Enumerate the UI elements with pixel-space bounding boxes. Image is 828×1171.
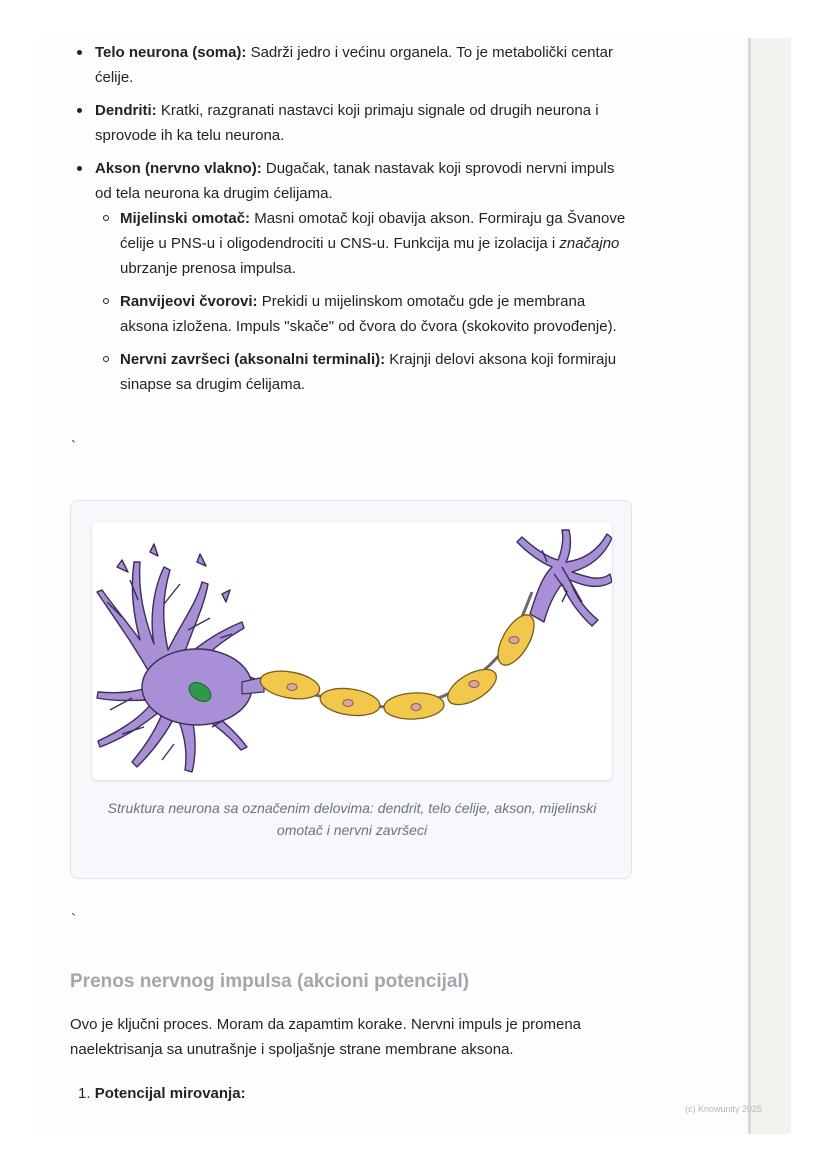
sub-list-item-text: Krajnji delovi aksona koji formiraju sinapse sa drugim ćelijama.	[120, 351, 617, 393]
neuron-parts-list	[70, 40, 634, 397]
schwann-nucleus	[343, 700, 353, 707]
sub-list-item-term: Ranvijeovi čvorovi:	[120, 293, 258, 310]
neuron-figure	[70, 500, 632, 879]
list-item-term: Akson (nervno vlakno):	[95, 160, 262, 177]
list-item	[70, 40, 634, 90]
content-area	[70, 38, 634, 405]
schwann-nucleus	[411, 704, 421, 711]
axon-terminals-group	[517, 530, 612, 626]
neuron-illustration	[92, 522, 612, 780]
sub-list-item	[95, 206, 634, 281]
schwann-nucleus	[287, 684, 297, 691]
list-item-term: Telo neurona (soma):	[95, 44, 247, 61]
section-paragraph: Ovo je ključni proces. Moram da zapamtim korake. Nervni impuls je promena naelektrisanja sa unutrašnje i spoljašnje strane membrane aksona.	[70, 1016, 582, 1058]
ordered-list-number: 1.	[78, 1085, 91, 1102]
axon-parts-list	[95, 206, 634, 397]
watermark-text: (c) Knowunity 2025	[685, 1104, 763, 1114]
sub-list-item-text: Masni omotač koji obavija akson. Formiraju ga Švanove ćelije u PNS-u i oligodendrociti u CNS-u. Funkcija mu je izolacija i	[120, 210, 626, 252]
document-page	[38, 38, 748, 1134]
myelin-sheath-group	[258, 609, 541, 720]
sub-list-item-text: Prekidi u mijelinskom omotaču gde je membrana aksona izložena. Impuls "skače" od čvora do čvora (skokovito provođenje).	[120, 293, 617, 335]
schwann-nucleus	[509, 637, 519, 644]
schwann-nucleus	[469, 681, 479, 688]
sub-list-item-term: Mijelinski omotač:	[120, 210, 251, 227]
list-item-text: Dugačak, tanak nastavak koji sprovodi nervni impuls od tela neurona ka drugim ćelijama.	[95, 160, 615, 202]
list-item-term: Dendriti:	[95, 102, 157, 119]
backtick-mark: `	[71, 438, 76, 455]
list-item-text: Sadrži jedro i većinu organela. To je metabolički centar ćelije.	[95, 44, 613, 86]
sub-list-item-text: ubrzanje prenosa impulsa.	[120, 260, 296, 277]
ordered-list-item	[78, 1084, 246, 1104]
figure-caption: Struktura neurona sa označenim delovima: dendrit, telo ćelije, akson, mijelinski omotač i nervni završeci	[107, 800, 597, 838]
sub-list-item	[95, 289, 634, 339]
neuron-illustration-svg	[92, 522, 612, 780]
sub-list-item-term: Nervni završeci (aksonalni terminali):	[120, 351, 386, 368]
backtick-mark: `	[71, 911, 76, 928]
sub-list-item	[95, 347, 634, 397]
right-gutter	[748, 38, 791, 1134]
list-item-text: Kratki, razgranati nastavci koji primaju signale od drugih neurona i sprovode ih ka telu neurona.	[95, 102, 599, 144]
emphasis-text: značajno	[559, 235, 620, 252]
section-heading: Prenos nervnog impulsa (akcioni potencijal)	[70, 971, 470, 992]
list-item	[70, 156, 634, 397]
list-item	[70, 98, 634, 148]
ordered-list-label: Potencijal mirovanja:	[94, 1085, 246, 1102]
